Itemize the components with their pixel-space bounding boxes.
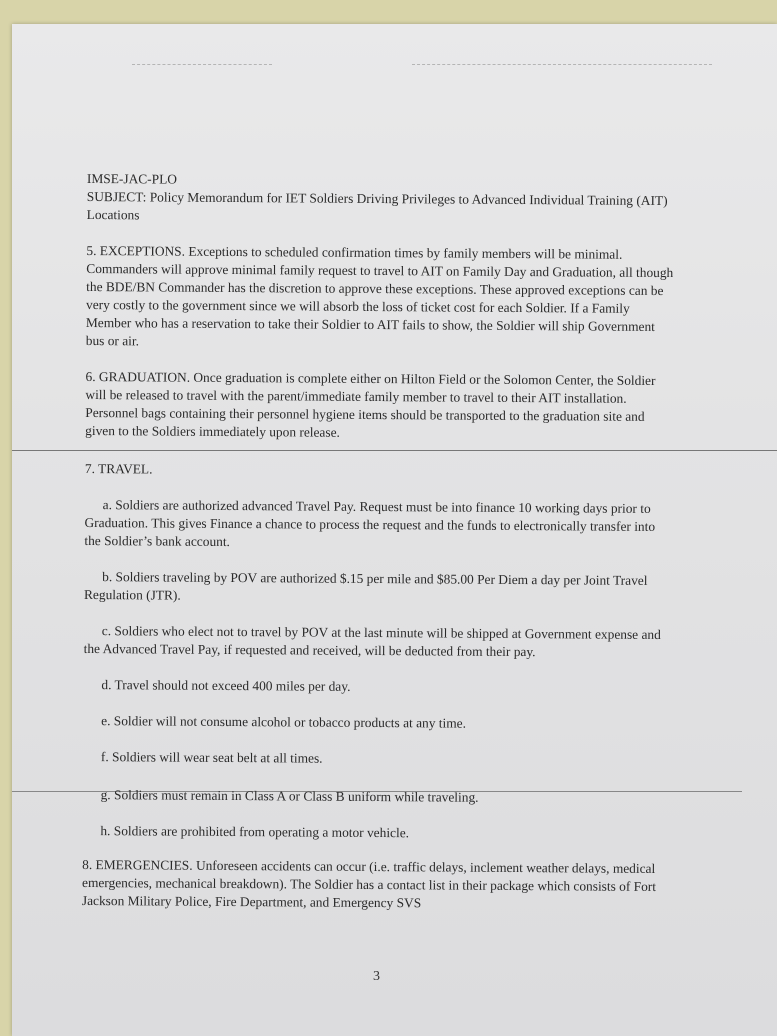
scan-artifact-line: [132, 64, 272, 66]
scan-artifact-line: [412, 64, 712, 66]
travel-item-e: e. Soldier will not consume alcohol or tobacco products at any time.: [101, 713, 467, 731]
office-symbol: IMSE-JAC-PLO: [86, 170, 178, 187]
travel-item-a: a. Soldiers are authorized advanced Travel Pay. Request must be into finance 10 working days prior to Graduation. This gives Finance a chance to process the request and the funds to electronically transfer into the Soldier’s bank account.: [84, 497, 656, 550]
section-emergencies: 8. EMERGENCIES. Unforeseen accidents can occur (i.e. traffic delays, inclement weather delays, medical emergencies, mechanical breakdown). The Soldier has a contact list in their package which consists of Fort Jackson Military Police, Fire Department, and Emergency SVS: [81, 856, 657, 911]
page-number: 3: [373, 969, 380, 984]
travel-item-f: f. Soldiers will wear seat belt at all times.: [100, 749, 323, 766]
section-travel-heading: 7. TRAVEL.: [84, 460, 153, 477]
travel-item-c: c. Soldiers who elect not to travel by POV at the last minute will be shipped at Government expense and the Advanced Travel Pay, if requested and received, will be deducted from their pay.: [83, 623, 661, 660]
travel-item-g: g. Soldiers must remain in Class A or Class B uniform while traveling.: [100, 787, 479, 805]
memo-header: [87, 170, 677, 228]
travel-item-b: b. Soldiers traveling by POV are authorized $.15 per mile and $85.00 Per Diem a day per Joint Travel Regulation (JTR).: [83, 569, 648, 603]
section-graduation: 6. GRADUATION. Once graduation is complete either on Hilton Field or the Solomon Center, the Soldier will be released to travel with the parent/immediate family member to travel to their AIT installation. Personnel bags containing their personnel hygiene items should be transported to the graduation site and given to the Soldiers immediately upon release.: [85, 368, 656, 440]
travel-item-d: d. Travel should not exceed 400 miles per day.: [101, 677, 351, 694]
travel-item-h: h. Soldiers are prohibited from operating a motor vehicle.: [100, 823, 410, 841]
memo-body: [82, 170, 677, 914]
section-exceptions: 5. EXCEPTIONS. Exceptions to scheduled confirmation times by family members will be minimal. Commanders will approve minimal family request to travel to AIT on Family Day and Graduation, all though the BDE/BN Commander has the discretion to approve these exceptions. These approved exceptions can be very costly to the government since we will absorb the loss of ticket cost for each Soldier. If a Family Member who has a reservation to take their Soldier to AIT fails to show, the Soldier will ship Government bus or air.: [85, 242, 674, 349]
document-page: [12, 24, 777, 1036]
subject-line: SUBJECT: Policy Memorandum for IET Soldiers Driving Privileges to Advanced Individual Training (AIT) Locations: [86, 188, 668, 223]
